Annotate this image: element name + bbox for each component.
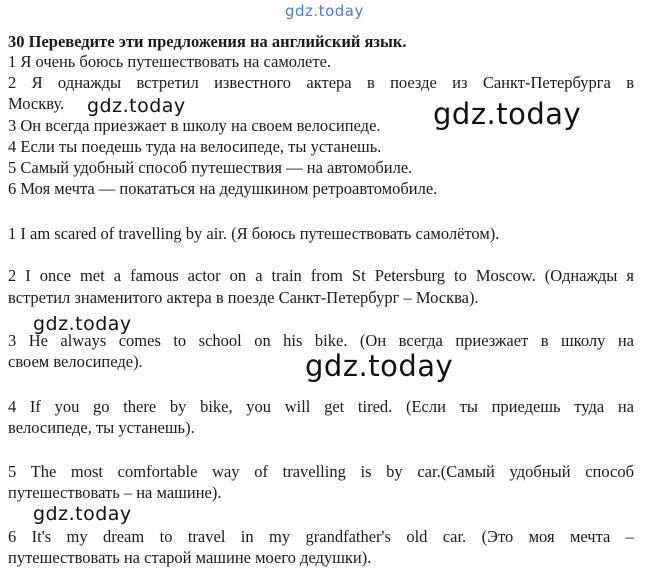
watermark: gdz.today — [87, 95, 186, 117]
exercise-heading: 30 Переведите эти предложения на английский язык. — [8, 32, 407, 51]
answer-4-line-1: 4 If you go there by bike, you will get tired. (Если ты приедешь туда на — [8, 397, 634, 416]
answer-2-line-2: встретил знаменитого актера в поезде Санкт-Петербург – Москва). — [8, 288, 479, 307]
answer-5-line-1: 5 The most comfortable way of travelling is by car.(Самый удобный способ — [8, 462, 634, 481]
answer-2-line-1: 2 I once met a famous actor on a train from St Petersburg to Moscow. (Однажды я — [8, 266, 634, 285]
answer-3-line-2: своем велосипеде). — [8, 352, 143, 371]
source-sentence-2-cont: Москву. — [8, 94, 65, 113]
watermark: gdz.today — [433, 97, 582, 131]
answer-4-line-2: велосипеде, ты устанешь). — [8, 418, 195, 437]
source-sentence-2: 2 Я однажды встретил известного актера в поезде из Санкт-Петербурга в — [8, 73, 634, 92]
watermark: gdz.today — [33, 503, 132, 525]
source-sentence-5: 5 Самый удобный способ путешествия — на автомобиле. — [8, 158, 413, 177]
watermark: gdz.today — [305, 349, 454, 383]
source-sentence-6: 6 Моя мечта — покататься на дедушкином ретроавтомобиле. — [8, 179, 438, 198]
answer-3-line-1: 3 He always comes to school on his bike. (Он всегда приезжает в школу на — [8, 331, 634, 350]
source-sentence-4: 4 Если ты поедешь туда на велосипеде, ты устанешь. — [8, 137, 382, 156]
answer-1: 1 I am scared of travelling by air. (Я боюсь путешествовать самолётом). — [8, 224, 500, 243]
source-sentence-1: 1 Я очень боюсь путешествовать на самолете. — [8, 52, 332, 71]
answer-5-line-2: путешествовать – на машине). — [8, 483, 222, 502]
answer-6-line-2: путешествовать на старой машине моего дедушки). — [8, 548, 372, 567]
source-sentence-3: 3 Он всегда приезжает в школу на своем велосипеде. — [8, 116, 381, 135]
answer-6-line-1: 6 It's my dream to travel in my grandfather's old car. (Это моя мечта – — [8, 527, 634, 546]
watermark-top: gdz.today — [285, 2, 364, 20]
watermark: gdz.today — [33, 313, 132, 335]
